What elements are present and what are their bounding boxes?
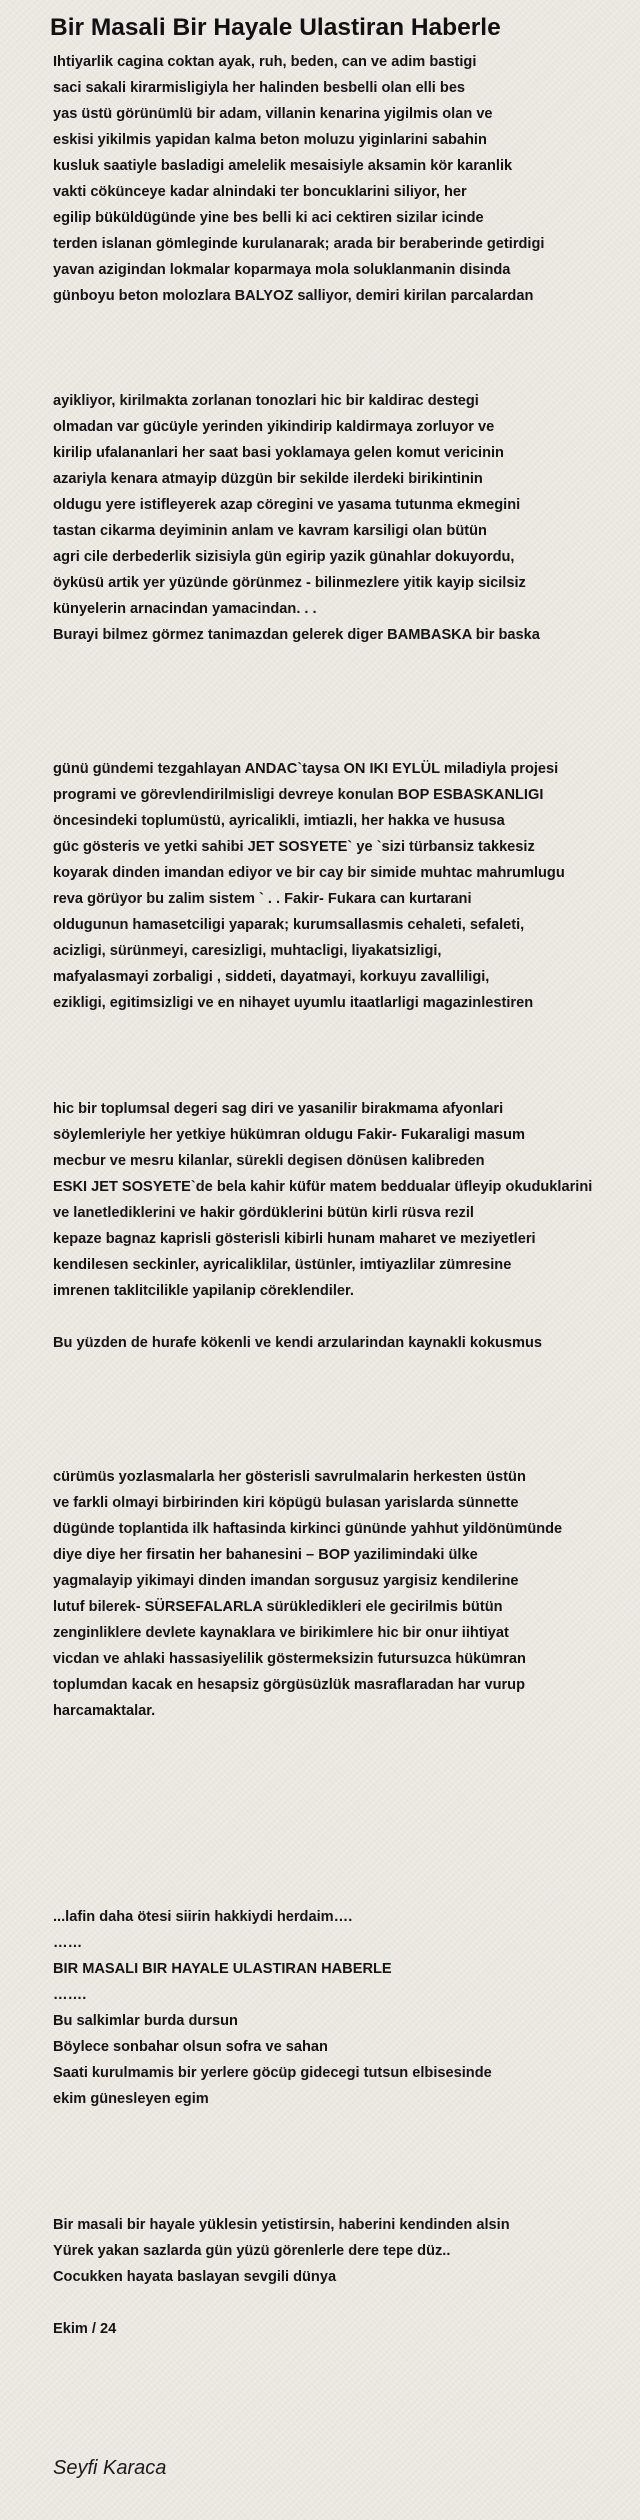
poem-line: günboyu beton molozlara BALYOZ salliyor, demiri kirilan parcalardan bbox=[53, 288, 534, 304]
poem-line: Bu yüzden de hurafe kökenli ve kendi arzularindan kaynakli kokusmus bbox=[53, 1335, 543, 1351]
poem-line: dügünde toplantida ilk haftasinda kirkinci gününde yahhut yildönümünde bbox=[53, 1521, 563, 1537]
poem-line: Burayi bilmez görmez tanimazdan gelerek diger BAMBASKA bir baska bbox=[53, 627, 540, 643]
blank-line bbox=[53, 2290, 640, 2316]
poem-line: terden islanan gömleginde kurulanarak; arada bir beraberinde getirdigi bbox=[53, 236, 545, 252]
poem-line: ve lanetlediklerini ve hakir gördüklerini bütün kirli rüsva rezil bbox=[53, 1205, 474, 1221]
poem-line: günü gündemi tezgahlayan ANDAC`taysa ON IKI EYLÜL miladiyla projesi bbox=[53, 761, 559, 777]
poem-line: acizligi, sürünmeyi, caresizligi, muhtacligi, liyakatsizligi, bbox=[53, 943, 442, 959]
poem-line: diye diye her firsatin her bahanesini – BOP yazilimindaki ülke bbox=[53, 1547, 478, 1563]
poem-line: egilip büküldügünde yine bes belli ki aci cektiren sizilar icinde bbox=[53, 210, 484, 226]
poem-line: cürümüs yozlasmalarla her gösterisli savrulmalarin herkesten üstün bbox=[53, 1469, 526, 1485]
poem-line: ……. bbox=[53, 1987, 87, 2003]
poem-line: imrenen taklitcilikle yapilanip cöreklendiler. bbox=[53, 1283, 354, 1299]
poem-line: ekim günesleyen egim bbox=[53, 2091, 209, 2107]
poem-line: olmadan var gücüyle yerinden yikindirip kaldirmaya zorluyor ve bbox=[53, 419, 495, 435]
poem-line: vicdan ve ahlaki hassasiyelilik göstermeksizin futursuzca hükümran bbox=[53, 1651, 526, 1667]
poem-line: reva görüyor bu zalim sistem ` . . Fakir- Fukara can kurtarani bbox=[53, 891, 472, 907]
poem-line: Cocukken hayata baslayan sevgili dünya bbox=[53, 2269, 337, 2285]
poem-line: oldugunun hamasetciligi yaparak; kurumsallasmis cehaleti, sefaleti, bbox=[53, 917, 525, 933]
poem-title: Bir Masali Bir Hayale Ulastiran Haberle bbox=[50, 14, 501, 41]
poem-line: yas üstü görünümlü bir adam, villanin kenarina yigilmis olan ve bbox=[53, 106, 493, 122]
poem-stanza-3 bbox=[53, 756, 640, 1016]
poem-line: kepaze bagnaz kaprisli gösterisli kibirli hunam maharet ve meziyetleri bbox=[53, 1231, 536, 1247]
poem-stanza-1 bbox=[53, 49, 640, 309]
poem-line: mafyalasmayi zorbaligi , siddeti, dayatmayi, korkuyu zavalliligi, bbox=[53, 969, 490, 985]
poem-line: eskisi yikilmis yapidan kalma beton moluzu yiginlarini sabahin bbox=[53, 132, 487, 148]
poem-line: ESKI JET SOSYETE`de bela kahir küfür matem beddualar üfleyip okuduklarini bbox=[53, 1179, 593, 1195]
poem-line: ayikliyor, kirilmakta zorlanan tonozlari hic bir kaldirac destegi bbox=[53, 393, 479, 409]
poem-line: saci sakali kirarmisligiyla her halinden besbelli olan elli bes bbox=[53, 80, 466, 96]
poem-line: ve farkli olmayi birbirinden kiri köpügü bulasan yarislarda sünnette bbox=[53, 1495, 519, 1511]
poem-line: yavan azigindan lokmalar koparmaya mola soluklanmanin disinda bbox=[53, 262, 511, 278]
poem-line: Yürek yakan sazlarda gün yüzü görenlerle dere tepe düz.. bbox=[53, 2243, 451, 2259]
poem-line: kusluk saatiyle basladigi amelelik mesaisiyle aksamin kör karanlik bbox=[53, 158, 513, 174]
poem-stanza-7 bbox=[53, 2212, 640, 2342]
poem-line: vakti cökünceye kadar alnindaki ter boncuklarini siliyor, her bbox=[53, 184, 467, 200]
poem-line: mecbur ve mesru kilanlar, sürekli degisen dönüsen kalibreden bbox=[53, 1153, 485, 1169]
poem-line: toplumdan kacak en hesapsiz görgüsüzlük masraflaradan har vurup bbox=[53, 1677, 525, 1693]
poem-line: programi ve görevlendirilmisligi devreye konulan BOP ESBASKANLIGI bbox=[53, 787, 544, 803]
poem-stanza-2 bbox=[53, 388, 640, 648]
poem-line: ...lafin daha ötesi siirin hakkiydi herdaim…. bbox=[53, 1909, 353, 1925]
poem-line: agri cile derbederlik sizisiyla gün egirip yazik günahlar dokuyordu, bbox=[53, 549, 515, 565]
poem-line: öyküsü artik yer yüzünde görünmez - bilinmezlere yitik kayip sicilsiz bbox=[53, 575, 526, 591]
poem-author: Seyfi Karaca bbox=[53, 2457, 167, 2479]
poem-line: Böylece sonbahar olsun sofra ve sahan bbox=[53, 2039, 328, 2055]
poem-line: öncesindeki toplumüstü, ayricalikli, imtiazli, her hakka ve hususa bbox=[53, 813, 505, 829]
poem-line: BIR MASALI BIR HAYALE ULASTIRAN HABERLE bbox=[53, 1961, 392, 1977]
poem-line: yagmalayip yikimayi dinden imandan sorgusuz yargisiz kendilerine bbox=[53, 1573, 519, 1589]
poem-line: lutuf bilerek- SÜRSEFALARLA sürükledikleri ele gecirilmis bütün bbox=[53, 1599, 503, 1615]
blank-line bbox=[53, 1304, 640, 1330]
poem-date: Ekim / 24 bbox=[53, 2321, 117, 2337]
poem-line: kendilesen seckinler, ayricaliklilar, üstünler, imtiyazlilar zümresine bbox=[53, 1257, 512, 1273]
poem-line: oldugu yere istifleyerek azap cöregini ve yasama tutunma ekmegini bbox=[53, 497, 521, 513]
poem-line: azariyla kenara atmayip düzgün bir sekilde ilerdeki birikintinin bbox=[53, 471, 483, 487]
poem-line: söylemleriyle her yetkiye hükümran oldugu Fakir- Fukaraligi masum bbox=[53, 1127, 526, 1143]
poem-line: …… bbox=[53, 1935, 83, 1951]
poem-line: zenginliklere devlete kaynaklara ve birikimlere hic bir onur iihtiyat bbox=[53, 1625, 509, 1641]
poem-line: hic bir toplumsal degeri sag diri ve yasanilir birakmama afyonlari bbox=[53, 1101, 504, 1117]
poem-line: Bu salkimlar burda dursun bbox=[53, 2013, 238, 2029]
poem-line: harcamaktalar. bbox=[53, 1703, 156, 1719]
poem-stanza-4 bbox=[53, 1096, 640, 1356]
poem-line: Ihtiyarlik cagina coktan ayak, ruh, beden, can ve adim bastigi bbox=[53, 54, 477, 70]
poem-line: künyelerin arnacindan yamacindan. . . bbox=[53, 601, 317, 617]
poem-line: ezikligi, egitimsizligi ve en nihayet uyumlu itaatlarligi magazinlestiren bbox=[53, 995, 534, 1011]
poem-line: Bir masali bir hayale yüklesin yetistirsin, haberini kendinden alsin bbox=[53, 2217, 510, 2233]
poem-line: tastan cikarma deyiminin anlam ve kavram karsiligi olan bütün bbox=[53, 523, 487, 539]
poem-line: güc gösteris ve yetki sahibi JET SOSYETE` ye `sizi türbansiz takkesiz bbox=[53, 839, 535, 855]
poem-line: koyarak dinden imandan ediyor ve bir cay bir simide muhtac mahrumlugu bbox=[53, 865, 565, 881]
poem-line: Saati kurulmamis bir yerlere göcüp gidecegi tutsun elbisesinde bbox=[53, 2065, 492, 2081]
poem-stanza-5 bbox=[53, 1464, 640, 1724]
poem-stanza-6 bbox=[53, 1904, 640, 2112]
poem-line: kirilip ufalananlari her saat basi yoklamaya gelen komut vericinin bbox=[53, 445, 504, 461]
